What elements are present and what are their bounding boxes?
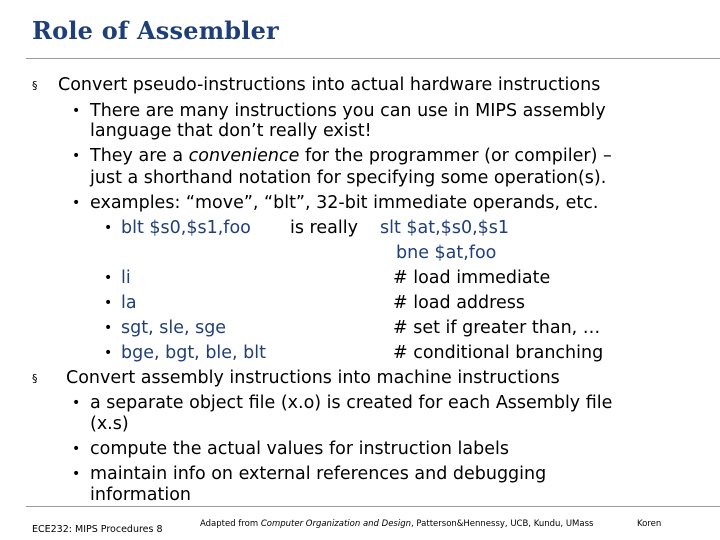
text-run: , Patterson&Hennessy, UCB, Kundu, UMass <box>411 519 594 529</box>
example-blt-code: blt $s0,$s1,foo <box>121 218 251 238</box>
slide-title: Role of Assembler <box>32 16 279 45</box>
example-bne-code: bne $at,foo <box>396 243 497 263</box>
footer-author: Koren <box>637 519 662 529</box>
sub-bullet-marker: • <box>72 103 81 119</box>
text-run: for the programmer (or compiler) – <box>299 146 612 166</box>
example-slt-code: slt $at,$s0,$s1 <box>380 218 510 238</box>
example-li: li <box>121 268 131 288</box>
bullet-2-sub-1-line-1: a separate object file (x.o) is created for each Assembly file <box>90 393 613 413</box>
sub-bullet-marker: • <box>72 148 81 164</box>
bullet-2-sub-3-line-1: maintain info on external references and debugging <box>90 464 547 484</box>
bullet-1-sub-1-line-2: language that don’t really exist! <box>90 121 372 141</box>
example-bge-comment: # conditional branching <box>393 343 604 363</box>
bullet-1-sub-2-line-1 <box>90 146 612 166</box>
example-li-comment: # load immediate <box>393 268 551 288</box>
bullet-2-sub-1-line-2: (x.s) <box>90 414 129 434</box>
sub-bullet-marker: • <box>72 395 81 411</box>
bullet-1-sub-3: examples: “move”, “blt”, 32-bit immediate operands, etc. <box>90 193 599 213</box>
example-la: la <box>121 293 137 313</box>
sub-bullet-marker: • <box>72 466 81 482</box>
book-title: Computer Organization and Design <box>260 519 412 529</box>
example-is-really: is really <box>290 218 358 238</box>
bullet-2-sub-2: compute the actual values for instruction labels <box>90 439 509 459</box>
bullet-1-marker: § <box>32 79 38 92</box>
footer-course-label: ECE232: MIPS Procedures 8 <box>32 524 163 535</box>
text-run: Adapted from <box>200 519 261 529</box>
footer-attribution <box>200 519 593 529</box>
sub-bullet-marker: • <box>72 195 81 211</box>
example-bullet-marker: • <box>104 320 113 336</box>
bullet-1-sub-2-line-2: just a shorthand notation for specifying some operation(s). <box>90 168 607 188</box>
sub-bullet-marker: • <box>72 441 81 457</box>
title-divider <box>26 58 720 59</box>
example-bullet-marker: • <box>104 345 113 361</box>
bullet-2-sub-3-line-2: information <box>90 485 192 505</box>
bullet-1-text: Convert pseudo-instructions into actual hardware instructions <box>58 75 601 95</box>
example-sgt-comment: # set if greater than, … <box>393 318 601 338</box>
bullet-2-text: Convert assembly instructions into machine instructions <box>66 368 560 388</box>
example-bullet-marker: • <box>104 220 113 236</box>
example-sgt: sgt, sle, sge <box>121 318 227 338</box>
example-bullet-marker: • <box>104 270 113 286</box>
example-bge: bge, bgt, ble, blt <box>121 343 267 363</box>
bullet-2-marker: § <box>32 372 38 385</box>
bullet-1-sub-1-line-1: There are many instructions you can use in MIPS assembly <box>90 101 606 121</box>
example-la-comment: # load address <box>393 293 525 313</box>
example-bullet-marker: • <box>104 295 113 311</box>
text-run: They are a <box>90 146 189 166</box>
footer-divider <box>26 506 720 507</box>
emphasis-text: convenience <box>188 146 300 166</box>
